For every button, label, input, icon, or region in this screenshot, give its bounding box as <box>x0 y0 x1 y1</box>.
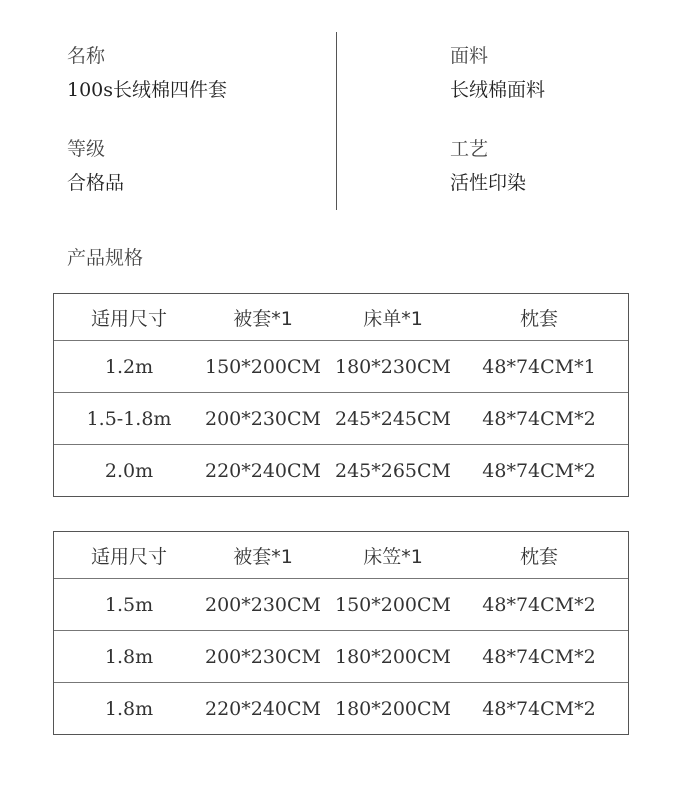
table-header-row <box>54 294 628 340</box>
header-size: 适用尺寸 <box>90 545 167 568</box>
table-row <box>54 682 628 734</box>
header-size: 适用尺寸 <box>90 307 167 330</box>
cell-size: 1.8m <box>104 697 154 720</box>
cell-size: 1.5m <box>104 593 154 616</box>
table-header-row <box>54 532 628 578</box>
cell-size: 1.8m <box>104 645 154 668</box>
cell-duvet: 200*230CM <box>204 407 322 430</box>
header-pillowcase: 枕套 <box>519 545 558 568</box>
cell-pillowcase: 48*74CM*1 <box>482 355 596 378</box>
cell-pillowcase: 48*74CM*2 <box>482 459 596 482</box>
table-row <box>54 340 628 392</box>
header-sheet: 床单*1 <box>363 307 423 330</box>
cell-duvet: 200*230CM <box>204 645 322 668</box>
name-value: 100s长绒棉四件套 <box>67 79 228 101</box>
cell-size: 1.2m <box>104 355 154 378</box>
cell-sheet: 245*265CM <box>334 459 452 482</box>
table-row <box>54 444 628 496</box>
header-duvet: 被套*1 <box>233 545 293 568</box>
craft-value: 活性印染 <box>450 172 527 194</box>
spec-table-flat-sheet <box>53 293 629 497</box>
spec-table-fitted-sheet <box>53 531 629 735</box>
table-row <box>54 392 628 444</box>
grade-label: 等级 <box>67 138 106 160</box>
material-value: 长绒棉面料 <box>450 79 546 101</box>
header-pillowcase: 枕套 <box>519 307 558 330</box>
vertical-divider <box>336 32 337 210</box>
cell-fitted-sheet: 180*200CM <box>334 697 452 720</box>
cell-pillowcase: 48*74CM*2 <box>482 407 596 430</box>
section-title: 产品规格 <box>67 247 144 269</box>
craft-label: 工艺 <box>450 138 489 160</box>
cell-sheet: 245*245CM <box>334 407 452 430</box>
cell-duvet: 220*240CM <box>204 697 322 720</box>
cell-pillowcase: 48*74CM*2 <box>482 645 596 668</box>
table-row <box>54 630 628 682</box>
grade-value: 合格品 <box>67 172 125 194</box>
cell-fitted-sheet: 150*200CM <box>334 593 452 616</box>
cell-size: 2.0m <box>104 459 154 482</box>
cell-size: 1.5-1.8m <box>86 407 172 430</box>
product-info <box>0 0 673 215</box>
header-fitted-sheet: 床笠*1 <box>363 545 423 568</box>
cell-fitted-sheet: 180*200CM <box>334 645 452 668</box>
cell-duvet: 220*240CM <box>204 459 322 482</box>
cell-sheet: 180*230CM <box>334 355 452 378</box>
cell-pillowcase: 48*74CM*2 <box>482 593 596 616</box>
header-duvet: 被套*1 <box>233 307 293 330</box>
cell-duvet: 200*230CM <box>204 593 322 616</box>
table-row <box>54 578 628 630</box>
name-label: 名称 <box>67 45 106 67</box>
material-label: 面料 <box>450 45 489 67</box>
cell-pillowcase: 48*74CM*2 <box>482 697 596 720</box>
cell-duvet: 150*200CM <box>204 355 322 378</box>
